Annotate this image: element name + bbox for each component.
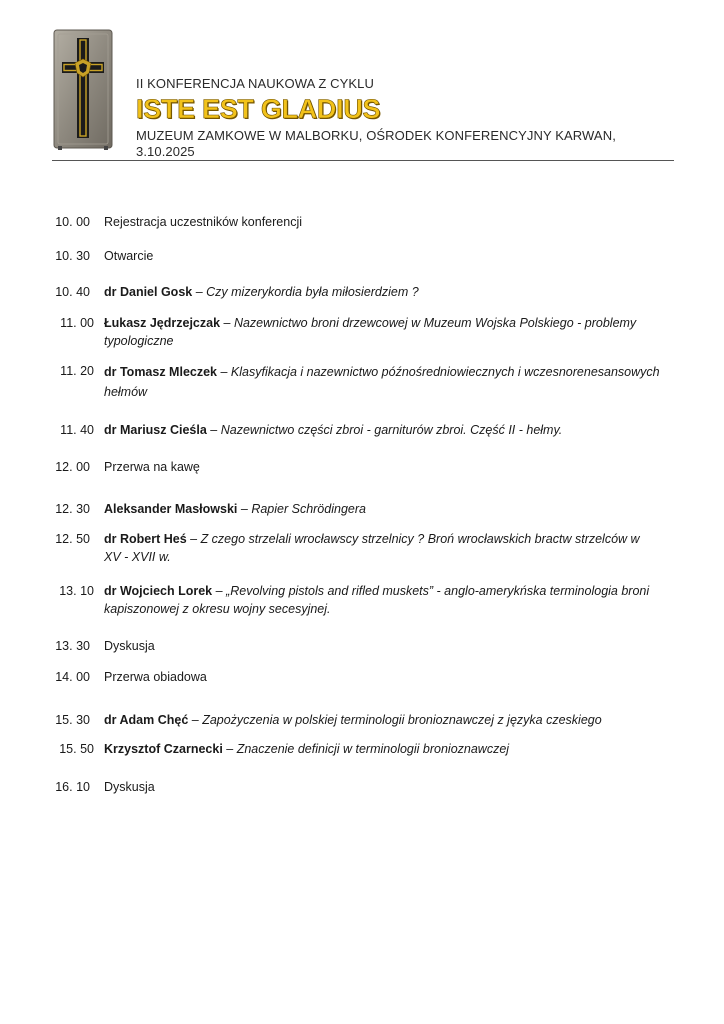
program-time: 13. 10 — [59, 584, 94, 598]
program-plain: Przerwa na kawę — [104, 460, 200, 474]
program-topic: Zapożyczenia w polskiej terminologii bronioznawczej z języka czeskiego — [202, 713, 602, 727]
program-time: 10. 40 — [55, 285, 90, 299]
program-time: 15. 30 — [55, 713, 90, 727]
program-separator: – — [188, 713, 203, 727]
program-time: 10. 00 — [55, 215, 90, 229]
program-description — [104, 530, 644, 566]
program-speaker: dr Mariusz Cieśla — [104, 423, 207, 437]
conference-kicker: II KONFERENCJA NAUKOWA Z CYKLU — [136, 76, 375, 91]
program-description — [104, 778, 679, 796]
program-time: 11. 20 — [60, 364, 94, 378]
program-description — [104, 247, 679, 265]
program-time: 12. 30 — [55, 502, 90, 516]
program-separator: – — [237, 502, 252, 516]
program-plain: Rejestracja uczestników konferencji — [104, 215, 303, 229]
program-time: 10. 30 — [55, 249, 90, 263]
program-description — [104, 421, 679, 439]
program-speaker: dr Adam Chęć — [104, 713, 189, 727]
program-speaker: Aleksander Masłowski — [104, 502, 238, 516]
program-description — [104, 362, 679, 402]
program-description — [104, 711, 679, 729]
program-time: 11. 00 — [60, 316, 94, 330]
program-description — [104, 500, 679, 518]
program-description — [104, 213, 679, 231]
program-topic: Rapier Schrödingera — [251, 502, 366, 516]
conference-venue: MUZEUM ZAMKOWE W MALBORKU, OŚRODEK KONFERENCYJNY KARWAN, 3.10.2025 — [136, 128, 616, 159]
program-description — [104, 283, 679, 301]
program-separator: – — [186, 532, 201, 546]
program-speaker: dr Tomasz Mleczek — [104, 365, 218, 379]
program-topic: Nazewnictwo części zbroi - garniturów zbroi. Część II - hełmy. — [220, 423, 563, 437]
program-time: 16. 10 — [55, 780, 90, 794]
program-description — [104, 582, 679, 618]
program-time: 14. 00 — [55, 670, 90, 684]
program-topic: „Revolving pistols and rifled muskets” - anglo-amerykńska terminologia broni kapiszonowej z okresu wojny secesyjnej. — [104, 584, 650, 616]
program-plain: Otwarcie — [104, 249, 154, 263]
program-separator: – — [222, 742, 237, 756]
conference-title: ISTE EST GLADIUS — [136, 94, 381, 124]
program-plain: Przerwa obiadowa — [104, 670, 207, 684]
program-plain: Dyskusja — [104, 780, 155, 794]
program-time: 12. 50 — [55, 532, 90, 546]
program-description — [104, 458, 679, 476]
program-description — [104, 668, 679, 686]
program-topic: Nazewnictwo broni drzewcowej w Muzeum Wojska Polskiego - problemy typologiczne — [104, 316, 637, 348]
program-separator: – — [220, 316, 234, 330]
program-speaker: dr Robert Heś — [104, 532, 187, 546]
program-separator: – — [192, 285, 207, 299]
program-separator: – — [206, 423, 221, 437]
program-separator: – — [217, 365, 231, 379]
program-description — [104, 314, 679, 350]
program-topic: Czy mizerykordia była miłosierdziem ? — [206, 285, 419, 299]
program-time: 11. 40 — [60, 423, 94, 437]
program-speaker: Łukasz Jędrzejczak — [104, 316, 221, 330]
program-time: 15. 50 — [59, 742, 94, 756]
program-separator: – — [212, 584, 227, 598]
program-description — [104, 637, 679, 655]
program-description — [104, 740, 679, 758]
program-time: 13. 30 — [55, 639, 90, 653]
program-speaker: Krzysztof Czarnecki — [104, 742, 223, 756]
program-time: 12. 00 — [55, 460, 90, 474]
program-topic: Znaczenie definicji w terminologii bronioznawczej — [236, 742, 510, 756]
program-plain: Dyskusja — [104, 639, 155, 653]
program-topic: Z czego strzelali wrocławscy strzelnicy ? Broń wrocławskich bractw strzelców w XV - XVII w. — [104, 532, 640, 564]
program-topic: Klasyfikacja i nazewnictwo późnośredniowiecznych i wczesnorenesansowych hełmów — [104, 365, 660, 399]
program-speaker: dr Wojciech Lorek — [104, 584, 213, 598]
program-speaker: dr Daniel Gosk — [104, 285, 193, 299]
